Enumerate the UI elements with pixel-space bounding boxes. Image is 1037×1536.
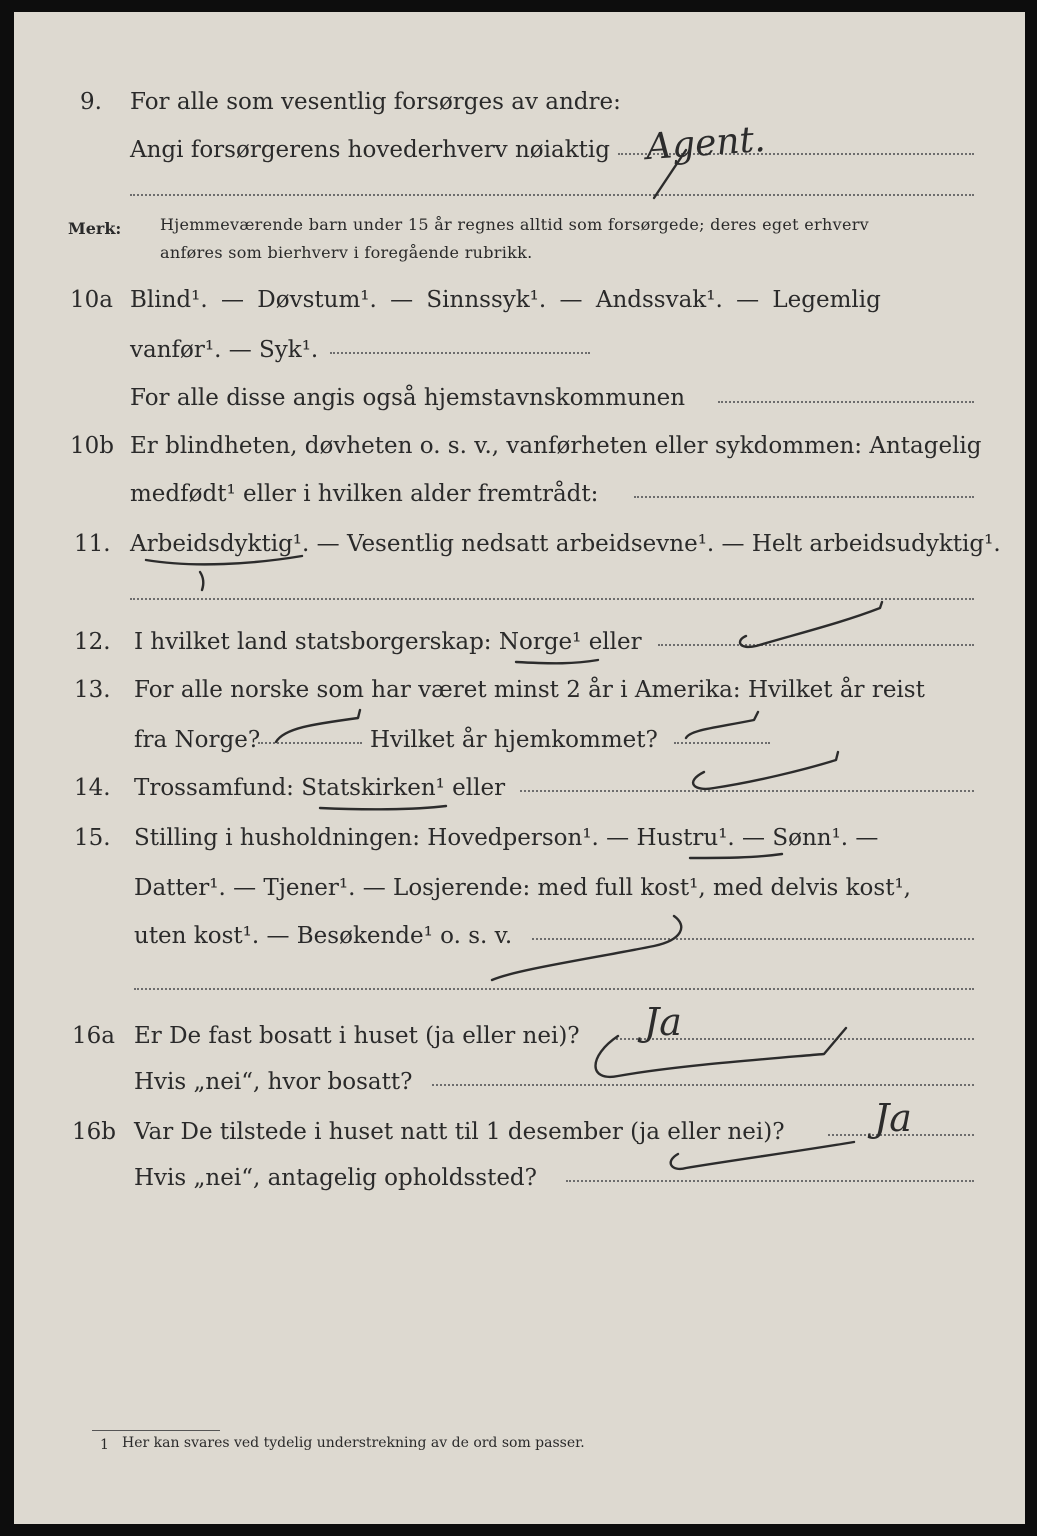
- q16b-number: 16b: [72, 1119, 116, 1145]
- q16a-line1: Er De fast bosatt i huset (ja eller nei)?: [134, 1023, 580, 1049]
- q12-underline-mark: [516, 660, 598, 663]
- footnote-marker: 1: [100, 1437, 109, 1453]
- q15-line2: Datter¹. — Tjener¹. — Losjerende: med full kost¹, med delvis kost¹,: [134, 875, 911, 901]
- q11-tick-mark: [200, 572, 203, 590]
- q16b-line1: Var De tilstede i huset natt til 1 desember (ja eller nei)?: [134, 1119, 785, 1145]
- merk-line1: Hjemmeværende barn under 15 år regnes alltid som forsørgede; deres eget erhverv: [160, 215, 869, 234]
- q16a-line2: Hvis „nei“, hvor bosatt?: [134, 1069, 413, 1095]
- q16a-dash-mark: [596, 1028, 847, 1077]
- footnote-text: Her kan svares ved tydelig understrekning av de ord som passer.: [122, 1435, 585, 1451]
- q14-line1: Trossamfund: Statskirken¹ eller: [134, 775, 506, 801]
- q11-line1: Arbeidsdyktig¹. — Vesentlig nedsatt arbeidsevne¹. — Helt arbeidsudyktig¹.: [130, 531, 1001, 557]
- q10a-line1: Blind¹. — Døvstum¹. — Sinnssyk¹. — Andssvak¹. — Legemlig: [130, 287, 881, 313]
- q10b-number: 10b: [70, 433, 114, 459]
- merk-line2: anføres som bierhverv i foregående rubrikk.: [160, 243, 533, 262]
- q10b-line1: Er blindheten, døvheten o. s. v., vanførheten eller sykdommen: Antagelig: [130, 433, 982, 459]
- q9-line2: Angi forsørgerens hovederhverv nøiaktig: [130, 137, 610, 163]
- q9-number: 9.: [80, 89, 102, 115]
- q10b-line2: medfødt¹ eller i hvilken alder fremtrådt:: [130, 481, 599, 507]
- q13-line2a: fra Norge?: [134, 727, 261, 753]
- census-form-page: [14, 12, 1025, 1524]
- q12-number: 12.: [74, 629, 111, 655]
- handwriting-marks: [14, 12, 1025, 1524]
- q13-line2b: Hvilket år hjemkommet?: [370, 727, 658, 753]
- q15-number: 15.: [74, 825, 111, 851]
- q9-handwritten-answer: Agent.: [644, 118, 767, 169]
- q16a-number: 16a: [72, 1023, 115, 1049]
- q14-underline-mark: [320, 806, 446, 809]
- q13-return-dash: [686, 712, 758, 738]
- q15-underline-mark: [690, 854, 782, 858]
- q15-line1: Stilling i husholdningen: Hovedperson¹. — Hustru¹. — Sønn¹. —: [134, 825, 879, 851]
- q14-dash-answer: [693, 752, 838, 789]
- q13-number: 13.: [74, 677, 111, 703]
- q10a-line2: vanfør¹. — Syk¹.: [130, 337, 319, 363]
- q16b-line2: Hvis „nei“, antagelig opholdssted?: [134, 1165, 537, 1191]
- merk-label: Merk:: [68, 219, 122, 238]
- q14-number: 14.: [74, 775, 111, 801]
- q13-departure-dash: [276, 710, 360, 742]
- q16b-dash-mark: [671, 1142, 854, 1169]
- q11-underline-mark: [146, 556, 302, 564]
- q15-line3: uten kost¹. — Besøkende¹ o. s. v.: [134, 923, 513, 949]
- q9-line1: For alle som vesentlig forsørges av andre:: [130, 89, 621, 115]
- q9-pen-stroke: [654, 150, 686, 198]
- q12-line1: I hvilket land statsborgerskap: Norge¹ eller: [134, 629, 642, 655]
- q10a-number: 10a: [70, 287, 113, 313]
- q11-number: 11.: [74, 531, 111, 557]
- q13-line1: For alle norske som har været minst 2 år i Amerika: Hvilket år reist: [134, 677, 925, 703]
- q16a-handwritten-answer: Ja: [644, 1000, 682, 1044]
- q12-dash-answer: [740, 602, 882, 647]
- q16b-handwritten-answer: Ja: [874, 1096, 912, 1140]
- q10a-line3: For alle disse angis også hjemstavnskommunen: [130, 385, 686, 411]
- q15-dash-answer: [492, 916, 681, 980]
